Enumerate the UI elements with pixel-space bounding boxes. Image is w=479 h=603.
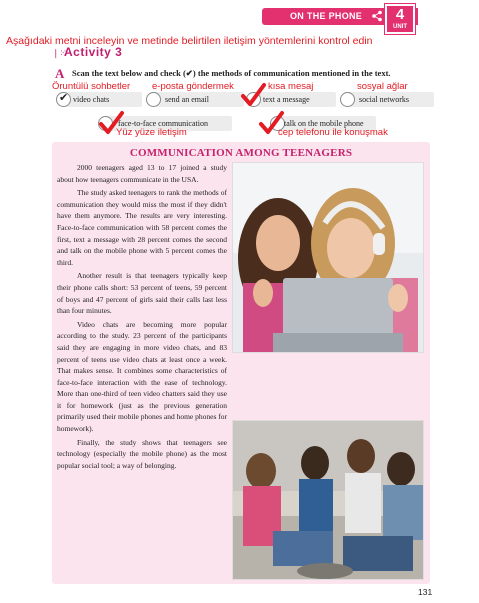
unit-number: 4 (395, 6, 405, 23)
article-paragraph: Another result is that teenagers typically keep their phone calls short: 53 percent of teens, 59 percent of boys and 47 percent of girls said their calls last less than four minutes. (57, 271, 227, 316)
option-talk-mobile-label: talk on the mobile phone (284, 119, 364, 128)
option-video-chats-label: video chats (73, 95, 110, 104)
activity-title: Activity 3 (64, 45, 123, 59)
activity-marker-icon: ❘⁙ (52, 48, 68, 58)
article-panel (52, 142, 430, 584)
share-icon (371, 10, 383, 22)
translation-face-to-face: Yüz yüze iletişim (116, 127, 187, 138)
photo-teens-video-chat (232, 162, 424, 353)
option-send-email-label: send an email (165, 95, 209, 104)
option-send-email-checkbox[interactable] (146, 92, 161, 107)
unit-topic-title: ON THE PHONE (290, 11, 363, 21)
article-title: COMMUNICATION AMONG TEENAGERS (129, 147, 353, 159)
unit-badge (385, 4, 415, 34)
translation-text-message: kısa mesaj (268, 81, 314, 92)
option-social-networks-checkbox[interactable] (340, 92, 355, 107)
page-number: 131 (418, 587, 433, 597)
section-letter: A (55, 66, 65, 81)
check-icon: ✔ (59, 92, 69, 104)
turkish-instruction: Aşağıdaki metni inceleyin ve metinde belirtilen iletişim yöntemlerini kontrol edin (6, 35, 373, 47)
translation-talk-mobile: cep telefonu ile konuşmak (278, 127, 388, 138)
translation-social-networks: sosyal ağlar (357, 81, 408, 92)
option-text-message-label: text a message (263, 95, 310, 104)
option-video-chats-checkbox[interactable] (56, 92, 71, 107)
option-social-networks-label: social networks (359, 95, 409, 104)
section-instruction: Scan the text below and check (✔) the methods of communication mentioned in the text. (72, 68, 391, 78)
red-checkmark-icon (240, 82, 266, 108)
translation-send-email: e-posta göndermek (152, 81, 234, 92)
article-body (57, 162, 227, 473)
article-paragraph: Finally, the study shows that teenagers see technology (especially the mobile phone) as the most popular social tool; a way of belonging. (57, 437, 227, 470)
unit-label: UNIT (393, 24, 407, 30)
photo-teens-group-phones (232, 420, 424, 580)
option-face-to-face-label: face-to-face communication (118, 119, 208, 128)
translation-video-chats: Öruntülü sohbetler (52, 81, 131, 92)
article-paragraph: 2000 teenagers aged 13 to 17 joined a study about how teenagers communicate in the USA. (57, 163, 227, 184)
article-paragraph: The study asked teenagers to rank the methods of communication they would miss the most if they didn't have them anymore. The results are very interesting. Face-to-face communication with 58 percent comes the first, text a message with 28 percent comes the second and talk on the mobile phone with 5 percent comes the third. (57, 188, 227, 267)
red-checkmark-icon (98, 110, 124, 136)
red-checkmark-icon (258, 110, 284, 136)
article-paragraph: Video chats are becoming more popular according to the study. 23 percent of the participants said they are engaging in more video chats, and 83 percent of teens use video chats at least once a week. That makes sense. It combines some characteristics of face-to-face interaction with the ease of technology. More than one-third of teen video chatters said they use it for homework (just as the previous generation primarily used their mobile phones and home phones for homework). (57, 319, 227, 434)
